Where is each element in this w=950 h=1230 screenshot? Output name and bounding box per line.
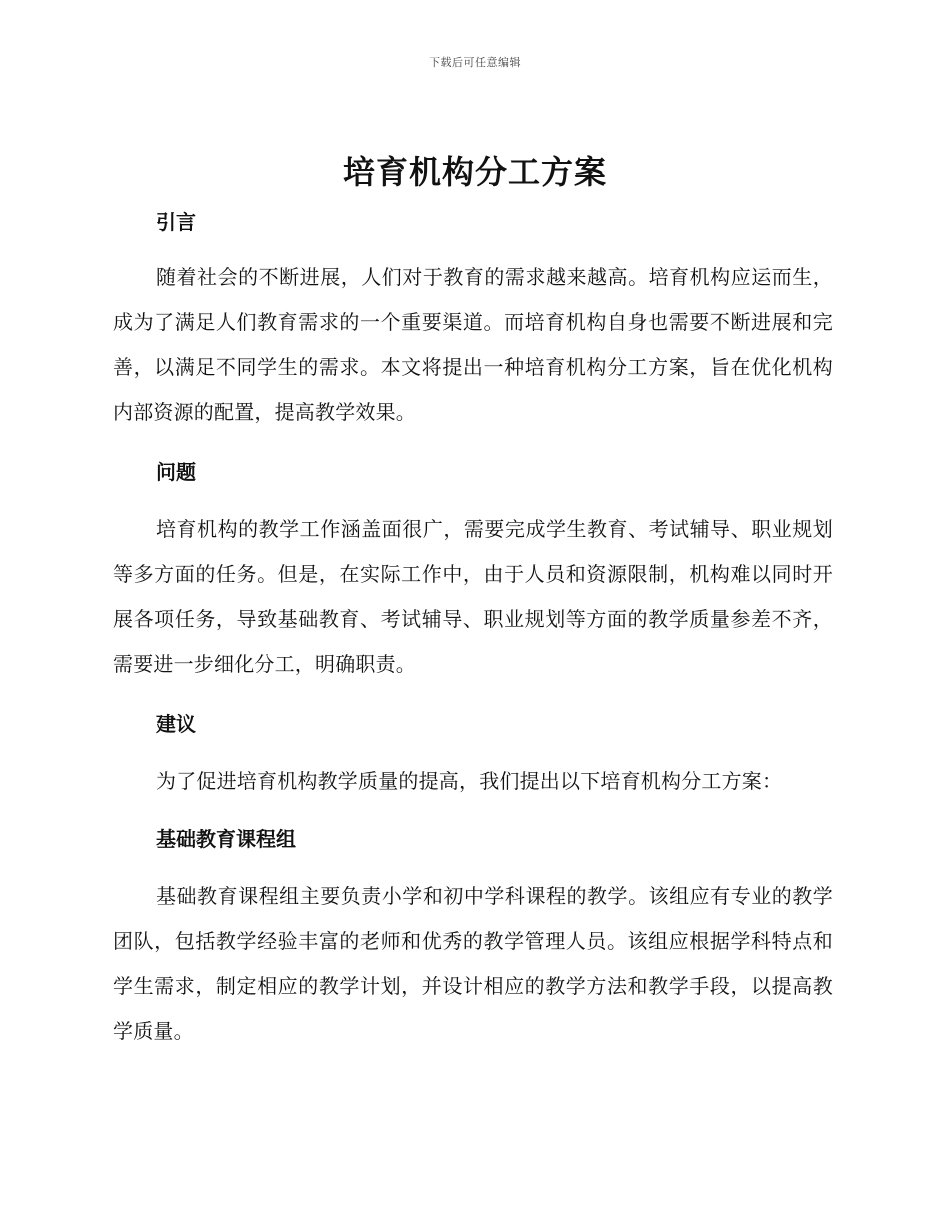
section-paragraph-suggestion: 为了促进培育机构教学质量的提高，我们提出以下培育机构分工方案： — [156, 769, 783, 793]
section-heading-problem: 问题 — [156, 460, 196, 484]
section-heading-basic-education-group: 基础教育课程组 — [156, 827, 296, 851]
section-heading-introduction: 引言 — [156, 210, 196, 234]
page-header-note: 下载后可任意编辑 — [429, 56, 521, 69]
section-paragraph-problem: 培育机构的教学工作涵盖面很广，需要完成学生教育、考试辅导、职业规划等多方面的任务。但是，在实际工作中，由于人员和资源限制，机构难以同时开展各项任务，导致基础教育、考试辅导、职业规划等方面的教学质量参差不齐，需要进一步细化分工，明确职责。 — [113, 517, 833, 676]
section-paragraph-basic-education-group: 基础教育课程组主要负责小学和初中学科课程的教学。该组应有专业的教学团队，包括教学经验丰富的老师和优秀的教学管理人员。该组应根据学科特点和学生需求，制定相应的教学计划，并设计相应的教学方法和教学手段，以提高教学质量。 — [113, 884, 833, 1043]
document-body — [113, 199, 833, 1054]
document-title: 培育机构分工方案 — [342, 153, 607, 191]
section-heading-suggestion: 建议 — [156, 712, 196, 736]
section-paragraph-introduction: 随着社会的不断进展，人们对于教育的需求越来越高。培育机构应运而生，成为了满足人们教育需求的一个重要渠道。而培育机构自身也需要不断进展和完善，以满足不同学生的需求。本文将提出一种培育机构分工方案，旨在优化机构内部资源的配置，提高教学效果。 — [113, 265, 833, 424]
